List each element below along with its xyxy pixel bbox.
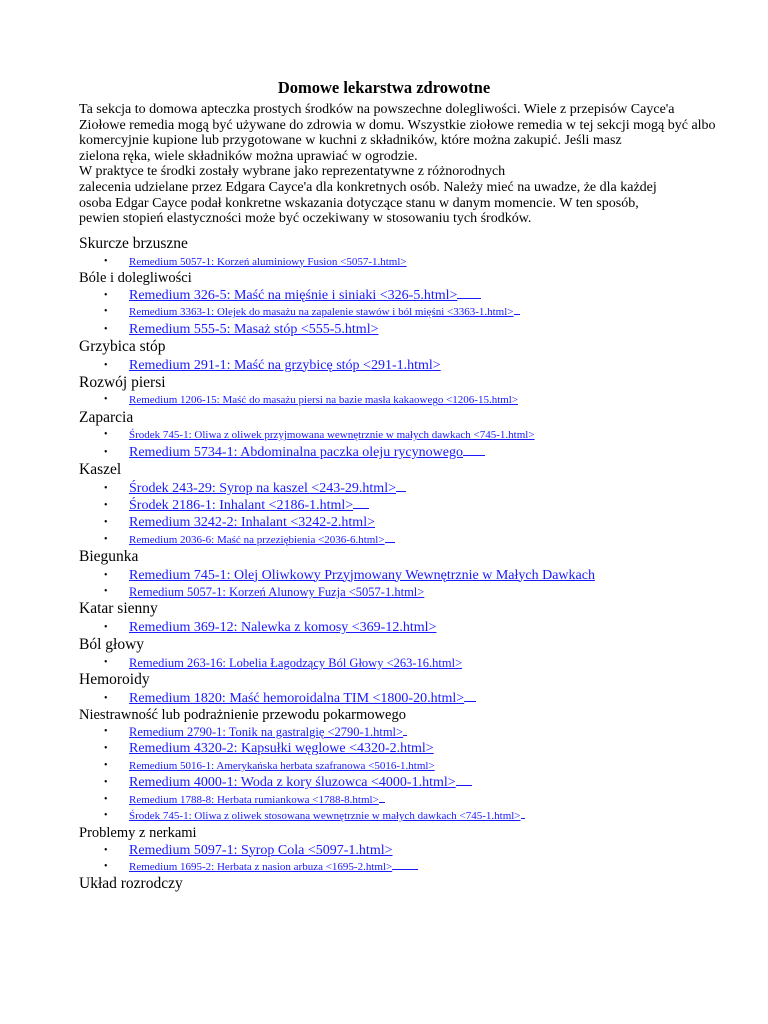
list-item: [79, 584, 759, 601]
remedy-link[interactable]: Remedium 291-1: Maść na grzybicę stóp <291-1.html>: [129, 357, 441, 373]
list-item: [79, 758, 759, 775]
link-underline-trail: [514, 313, 520, 315]
remedy-link[interactable]: Środek 2186-1: Inhalant <2186-1.html>: [129, 497, 354, 513]
bullet-icon: •: [104, 743, 108, 755]
remedy-link[interactable]: Remedium 369-12: Nalewka z komosy <369-12.html>: [129, 619, 437, 635]
bullet-icon: •: [104, 569, 108, 581]
remedy-link[interactable]: Remedium 5057-1: Korzeń aluminiowy Fusion <5057-1.html>: [129, 255, 407, 268]
list-item: [79, 842, 759, 859]
bullet-icon: •: [104, 323, 108, 335]
remedy-link[interactable]: Remedium 2036-6: Maść na przeziębienia <2036-6.html>: [129, 533, 385, 546]
bullet-icon: •: [104, 725, 108, 737]
list-item: [79, 497, 759, 514]
section-heading: Hemoroidy: [79, 671, 150, 689]
remedy-link[interactable]: Remedium 1206-15: Maść do masażu piersi na bazie masła kakaowego <1206-15.html>: [129, 394, 519, 407]
remedy-link[interactable]: Remedium 5097-1: Syrop Cola <5097-1.html>: [129, 842, 393, 858]
intro-paragraph: [79, 102, 759, 227]
list-item: [79, 480, 759, 497]
link-underline-trail: [379, 801, 385, 803]
remedy-items: [79, 567, 759, 601]
list-item: [79, 287, 759, 304]
link-underline-trail: [392, 868, 418, 870]
list-item: [79, 792, 759, 809]
remedy-link[interactable]: Remedium 3363-1: Olejek do masażu na zapalenie stawów i ból mięśni <3363-1.html>: [129, 306, 514, 319]
remedy-items: [79, 357, 759, 374]
section-heading: Kaszel: [79, 461, 122, 479]
list-item: [79, 740, 759, 757]
list-item: [79, 321, 759, 338]
section-heading: Niestrawność lub podrażnienie przewodu pokarmowego: [79, 706, 406, 723]
section-heading: Układ rozrodczy: [79, 875, 183, 893]
bullet-icon: •: [104, 359, 108, 371]
list-item: [79, 808, 759, 825]
list-item: [79, 655, 759, 672]
section-heading: Biegunka: [79, 548, 139, 566]
remedy-link[interactable]: Remedium 3242-2: Inhalant <3242-2.html>: [129, 515, 375, 531]
page-title: Domowe lekarstwa zdrowotne: [277, 78, 491, 97]
intro-line: W praktyce te środki zostały wybrane jako reprezentatywne z różnorodnych: [79, 164, 506, 180]
list-item: [79, 690, 759, 707]
remedy-link[interactable]: Remedium 4000-1: Woda z kory śluzowca <4000-1.html>: [129, 775, 456, 791]
bullet-icon: •: [104, 793, 108, 805]
section-heading: Ból głowy: [79, 636, 145, 654]
bullet-icon: •: [104, 306, 108, 318]
bullet-icon: •: [104, 656, 108, 668]
remedy-items: [79, 392, 759, 409]
list-item: [79, 444, 759, 461]
list-item: [79, 304, 759, 321]
remedy-link[interactable]: Remedium 263-16: Lobelia Łagodzący Ból Głowy <263-16.html>: [129, 655, 463, 670]
link-underline-trail: [403, 734, 407, 736]
remedy-link[interactable]: Środek 745-1: Oliwa z oliwek przyjmowana wewnętrznie w małych dawkach <745-1.html>: [129, 429, 535, 442]
bullet-icon: •: [104, 482, 108, 494]
remedy-items: [79, 690, 759, 707]
list-item: [79, 774, 759, 791]
bullet-icon: •: [104, 692, 108, 704]
intro-line: osoba Edgar Cayce podał konkretne wskazania dotyczące stanu w danym momencie. W ten sposób,: [79, 195, 639, 211]
list-item: [79, 514, 759, 531]
bullet-icon: •: [104, 844, 108, 856]
bullet-icon: •: [104, 394, 108, 406]
intro-line: Ziołowe remedia mogą być używane do zdrowia w domu. Wszystkie ziołowe remedia w tej sekcji mogą być albo: [79, 117, 716, 133]
remedy-link[interactable]: Środek 243-29: Syrop na kaszel <243-29.html>: [129, 480, 396, 496]
section-heading: Skurcze brzuszne: [79, 235, 188, 252]
remedy-items: [79, 724, 759, 825]
list-item: [79, 532, 759, 549]
link-underline-trail: [464, 700, 476, 702]
remedy-items: [79, 254, 759, 271]
list-item: [79, 357, 759, 374]
link-underline-trail: [353, 507, 369, 509]
remedy-items: [79, 287, 759, 338]
section-heading: Bóle i dolegliwości: [79, 270, 192, 286]
bullet-icon: •: [104, 621, 108, 633]
remedy-link[interactable]: Remedium 1820: Maść hemoroidalna TIM <1800-20.html>: [129, 690, 465, 706]
section-heading: Rozwój piersi: [79, 373, 166, 391]
remedy-link[interactable]: Środek 745-1: Oliwa z oliwek stosowana wewnętrznie w małych dawkach <745-1.html>: [129, 810, 521, 823]
remedy-link[interactable]: Remedium 5057-1: Korzeń Alunowy Fuzja <5057-1.html>: [129, 584, 425, 599]
remedy-items: [79, 480, 759, 548]
list-item: [79, 567, 759, 584]
remedy-items: [79, 842, 759, 876]
remedy-items: [79, 655, 759, 672]
link-underline-trail: [463, 454, 485, 456]
link-underline-trail: [396, 490, 406, 492]
section-heading: Grzybica stóp: [79, 338, 166, 356]
remedy-link[interactable]: Remedium 745-1: Olej Oliwkowy Przyjmowany Wewnętrznie w Małych Dawkach: [129, 567, 595, 583]
remedy-link[interactable]: Remedium 5016-1: Amerykańska herbata szafranowa <5016-1.html>: [129, 759, 435, 772]
intro-line: Ta sekcja to domowa apteczka prostych środków na powszechne dolegliwości. Wiele z przepisów Cayce'a: [79, 102, 675, 117]
remedy-link[interactable]: Remedium 2790-1: Tonik na gastralgię <2790-1.html>: [129, 724, 404, 739]
bullet-icon: •: [104, 446, 108, 458]
bullet-icon: •: [104, 255, 108, 267]
remedy-link[interactable]: Remedium 4320-2: Kapsułki węglowe <4320-2.html>: [129, 741, 434, 757]
list-item: [79, 859, 759, 876]
remedy-list: [79, 235, 759, 894]
link-underline-trail: [456, 784, 472, 786]
bullet-icon: •: [104, 290, 108, 301]
remedy-link[interactable]: Remedium 555-5: Masaż stóp <555-5.html>: [129, 321, 379, 337]
intro-line: pewien stopień elastyczności może być oczekiwany w stosowaniu tych środków.: [79, 211, 532, 227]
link-underline-trail: [521, 817, 525, 819]
bullet-icon: •: [104, 517, 108, 529]
list-item: [79, 254, 759, 271]
link-underline-trail: [457, 297, 481, 299]
list-item: [79, 724, 759, 741]
list-item: [79, 392, 759, 409]
bullet-icon: •: [104, 499, 108, 511]
intro-line: zalecenia udzielane przez Edgara Cayce'a dla konkretnych osób. Należy mieć na uwadze, że dla każdej: [79, 179, 657, 195]
bullet-icon: •: [104, 585, 108, 597]
bullet-icon: •: [104, 860, 108, 872]
section-heading: Problemy z nerkami: [79, 824, 197, 841]
list-item: [79, 619, 759, 636]
bullet-icon: •: [104, 777, 108, 789]
remedy-link[interactable]: Remedium 5734-1: Abdominalna paczka oleju rycynowego: [129, 444, 463, 460]
intro-line: zielona ręka, wiele składników można uprawiać w ogrodzie.: [79, 148, 418, 164]
list-item: [79, 427, 759, 444]
remedy-items: [79, 427, 759, 461]
bullet-icon: •: [104, 533, 108, 545]
intro-line: komercyjnie kupione lub przygotowane w kuchni z składników, które można zakupić. Jeśli masz: [79, 133, 622, 149]
remedy-link[interactable]: Remedium 1695-2: Herbata z nasion arbuza <1695-2.html>: [129, 860, 393, 873]
bullet-icon: •: [104, 429, 108, 441]
bullet-icon: •: [104, 810, 108, 822]
section-heading: Zaparcia: [79, 408, 134, 426]
link-underline-trail: [385, 541, 395, 543]
remedy-items: [79, 619, 759, 636]
remedy-link[interactable]: Remedium 1788-8: Herbata rumiankowa <1788-8.html>: [129, 793, 379, 806]
remedy-link[interactable]: Remedium 326-5: Maść na mięśnie i siniaki <326-5.html>: [129, 288, 458, 303]
section-heading: Katar sienny: [79, 600, 158, 618]
bullet-icon: •: [104, 759, 108, 771]
